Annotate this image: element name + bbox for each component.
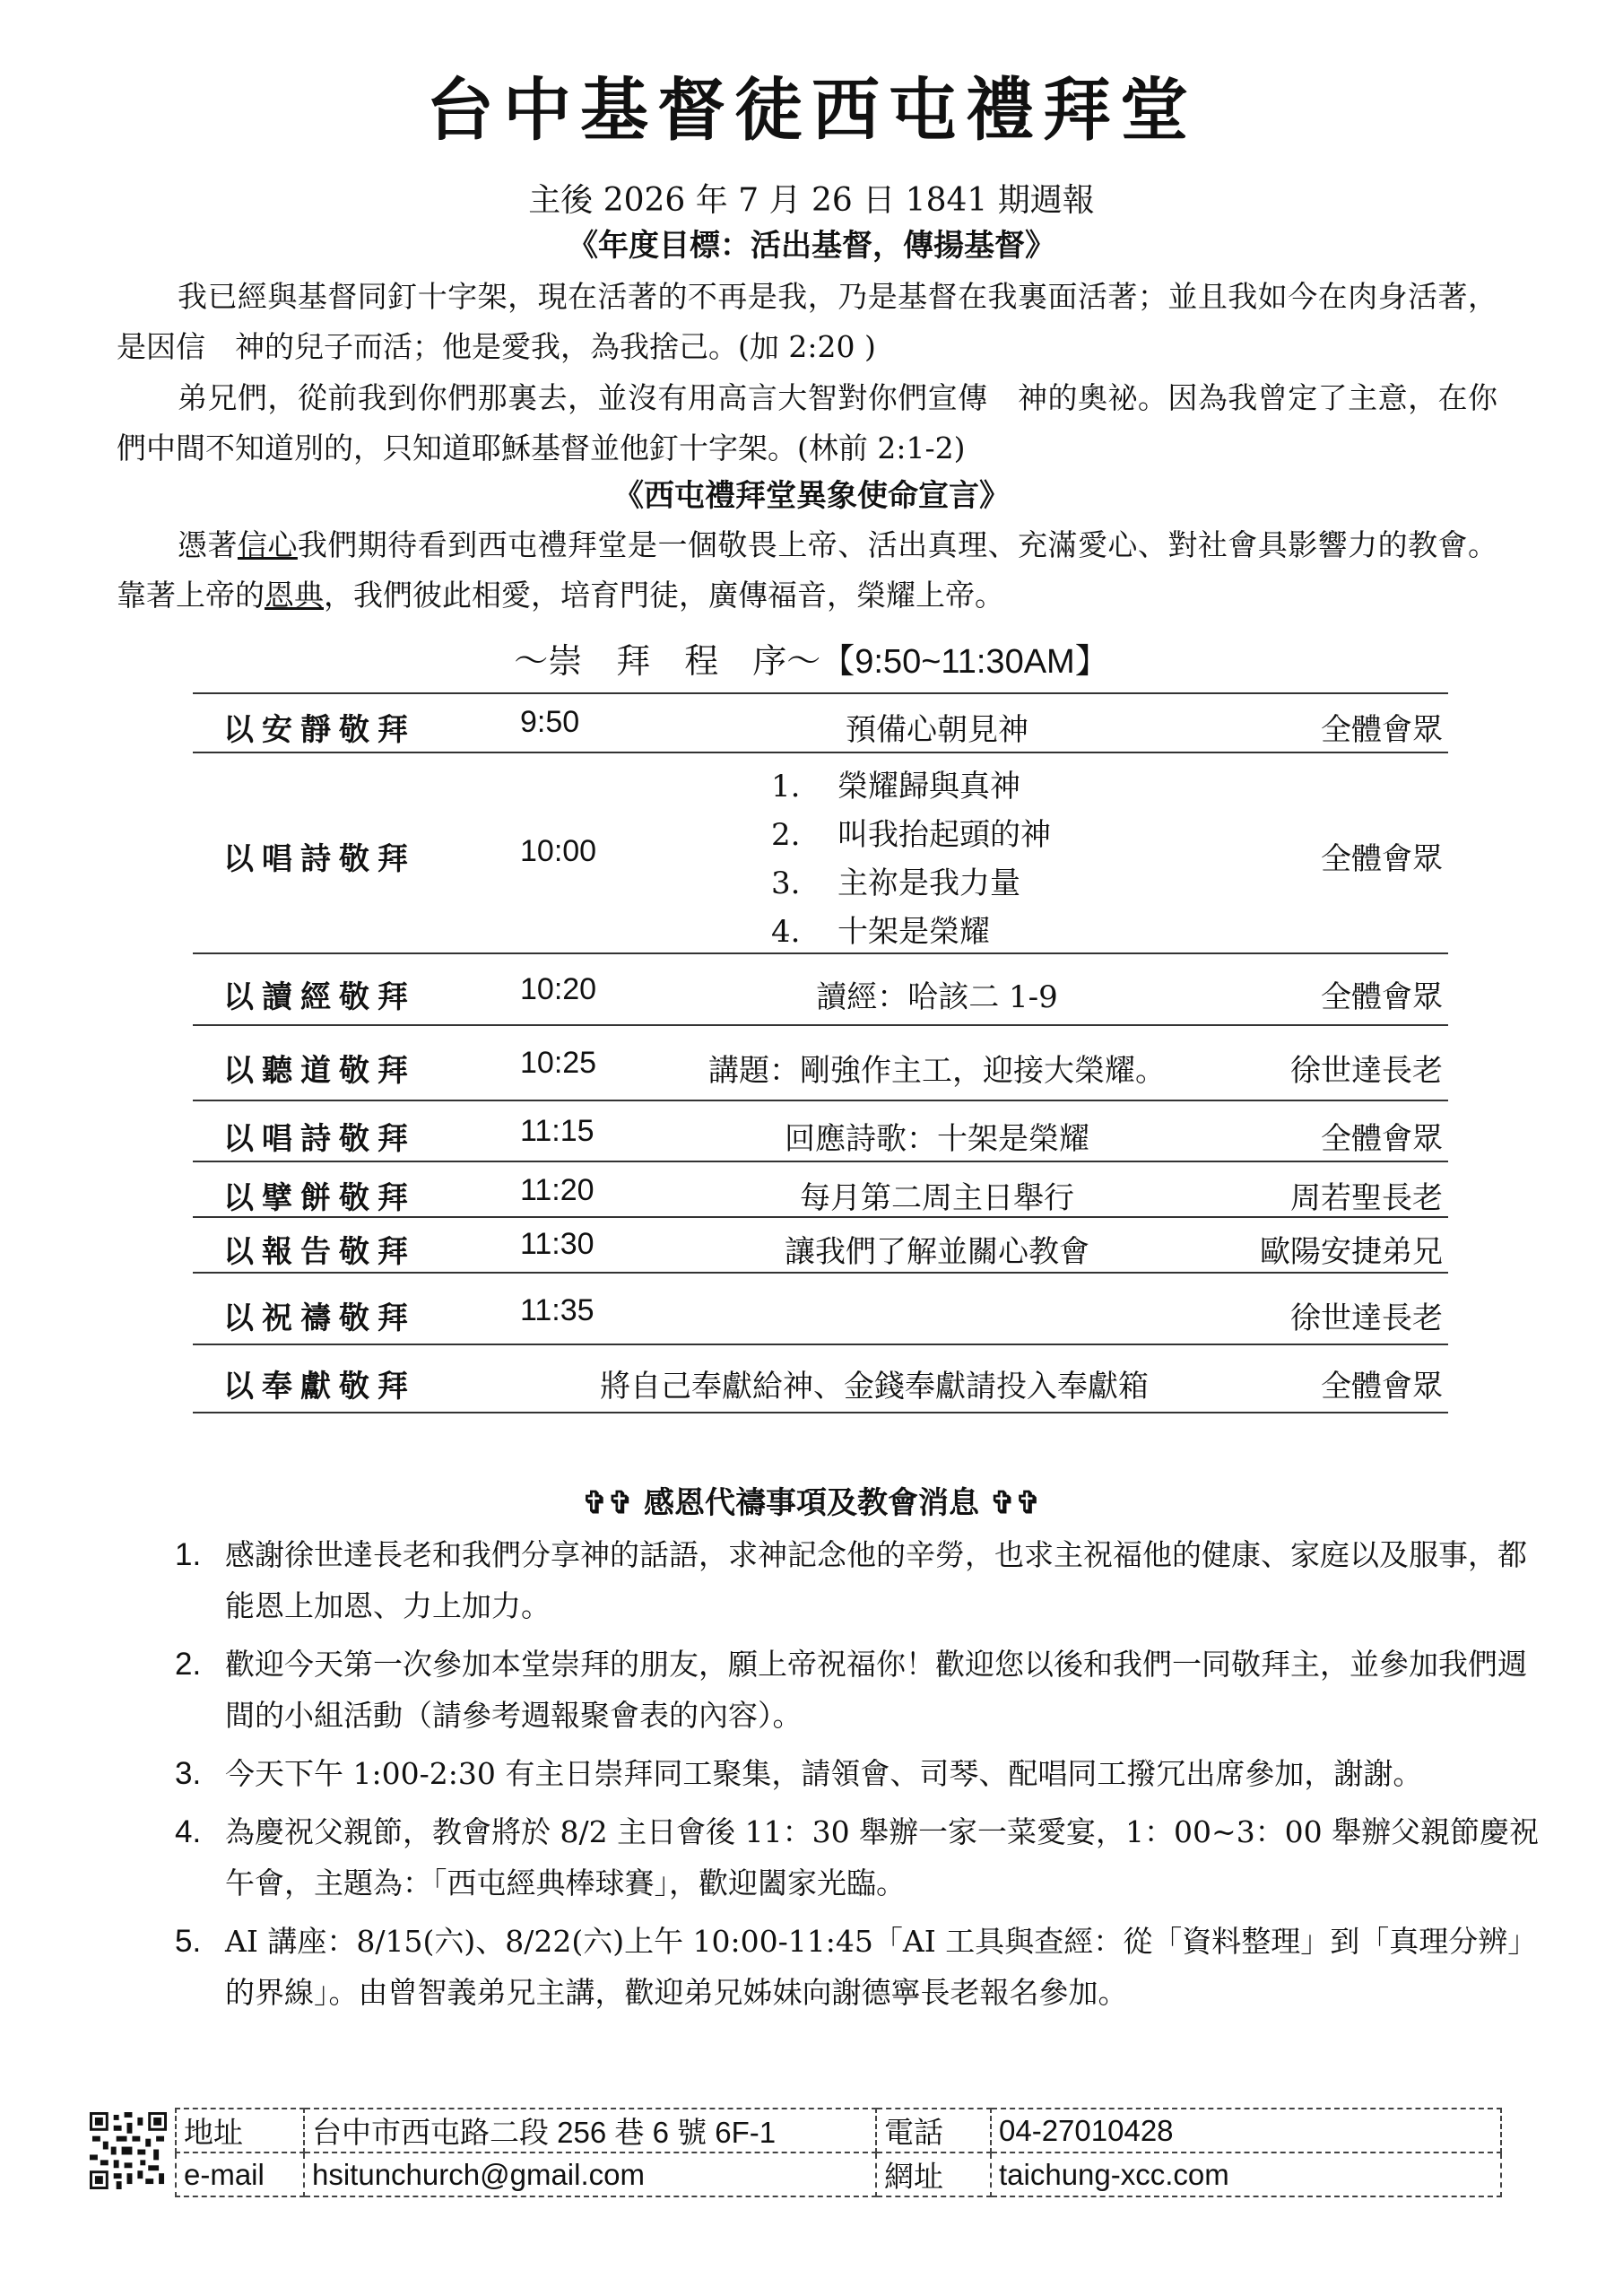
notice-item: 3. 今天下午 1:00-2:30 有主日崇拜同工聚集，請領會、司琴、配唱同工撥冗出席參加，謝謝。: [175, 1756, 1423, 1791]
annual-goal: 《年度目標：活出基督，傳揚基督》: [568, 228, 1055, 264]
address-label: 地址: [176, 2109, 304, 2152]
issue-line: 主後 2026 年 7 月 26 日 1841 期週報: [528, 182, 1095, 219]
song-item: 3. 主祢是我力量: [771, 865, 1020, 901]
notices-list: [175, 1529, 1547, 2025]
underline-grace: 恩典: [265, 578, 324, 613]
program-row: 以擘餅敬拜 11:20 每月第二周主日舉行 周若聖長老: [193, 1161, 1448, 1216]
program-row: 以奉獻敬拜 將自己奉獻給神、金錢奉獻請投入奉獻箱 全體會眾: [193, 1344, 1448, 1413]
vision-heading: 《西屯禮拜堂異象使命宣言》: [613, 478, 1010, 514]
website-value[interactable]: taichung-xcc.com: [991, 2152, 1501, 2196]
notice-item: 5. AI 講座：8/15(六)、8/22(六)上午 10:00-11:45「AI 工具與查經：從「資料整理」到「真理分辨」的界線」。由曾智義弟兄主講，歡迎弟兄姊妹向謝德寧長老報名參加。: [175, 1924, 1538, 2010]
notice-item: 1. 感謝徐世達長老和我們分享神的話語，求神記念他的辛勞，也求主祝福他的健康、家庭以及服事，都能恩上加恩、力上加力。: [175, 1537, 1527, 1623]
contact-table: [175, 2108, 1502, 2197]
song-item: 2. 叫我抬起頭的神: [771, 817, 1051, 853]
phone-value[interactable]: 04-27010428: [991, 2109, 1501, 2152]
email-value[interactable]: hsitunchurch@gmail.com: [304, 2152, 876, 2196]
vision-text: 憑著信心我們期待看到西屯禮拜堂是一個敬畏上帝、活出真理、充滿愛心、對社會具影響力的教會。靠著上帝的恩典，我們彼此相愛，培育門徒，廣傳福音，榮耀上帝。: [117, 527, 1498, 613]
qr-code-icon: [90, 2112, 167, 2189]
song-list: [771, 762, 1051, 956]
phone-label: 電話: [876, 2109, 991, 2152]
order-title: ～崇 拜 程 序～【9:50~11:30AM】: [514, 641, 1109, 681]
page-title: 台中基督徒西屯禮拜堂: [426, 70, 1197, 150]
program-row-hymns: 以唱詩敬拜 10:00 1. 榮耀歸與真神 2. 叫我抬起頭的神 3. 主祢是我力量 4. 十架是榮耀 全體會眾: [193, 752, 1448, 952]
notices-heading: ✞✞ 感恩代禱事項及教會消息 ✞✞: [582, 1485, 1041, 1521]
program-row: 以報告敬拜 11:30 讓我們了解並關心教會 歐陽安捷弟兄: [193, 1216, 1448, 1272]
email-label: e-mail: [176, 2152, 304, 2196]
verse-galatians: 我已經與基督同釘十字架，現在活著的不再是我，乃是基督在我裏面活著；並且我如今在肉身活著，是因信 神的兒子而活；他是愛我，為我捨己。(加 2:20 ): [117, 279, 1497, 364]
notice-item: 2. 歡迎今天第一次參加本堂崇拜的朋友，願上帝祝福你！歡迎您以後和我們一同敬拜主，並參加我們週間的小組活動（請參考週報聚會表的內容）。: [175, 1647, 1527, 1733]
worship-program-table: [193, 692, 1448, 1413]
website-label: 網址: [876, 2152, 991, 2196]
program-row: 以安靜敬拜 9:50 預備心朝見神 全體會眾: [193, 692, 1448, 752]
address-value: 台中市西屯路二段 256 巷 6 號 6F-1: [304, 2109, 876, 2152]
program-row: 以祝禱敬拜 11:35 徐世達長老: [193, 1272, 1448, 1344]
program-row: 以唱詩敬拜 11:15 回應詩歌：十架是榮耀 全體會眾: [193, 1100, 1448, 1161]
underline-faith: 信心: [237, 527, 298, 562]
program-row: 以讀經敬拜 10:20 讀經：哈該二 1-9 全體會眾: [193, 952, 1448, 1024]
program-row: 以聽道敬拜 10:25 講題：剛強作主工，迎接大榮耀。 徐世達長老: [193, 1024, 1448, 1100]
notice-item: 4. 為慶祝父親節，教會將於 8/2 主日會後 11：30 舉辦一家一菜愛宴，1：00~3：00 舉辦父親節慶祝午會，主題為：「西屯經典棒球賽」，歡迎闔家光臨。: [175, 1814, 1540, 1900]
verse-corinthians: 弟兄們，從前我到你們那裏去，並沒有用高言大智對你們宣傳 神的奧祕。因為我曾定了主意，在你們中間不知道別的，只知道耶穌基督並他釘十字架。(林前 2:1-2): [117, 380, 1497, 465]
song-item: 4. 十架是榮耀: [771, 914, 990, 950]
song-item: 1. 榮耀歸與真神: [771, 769, 1020, 804]
